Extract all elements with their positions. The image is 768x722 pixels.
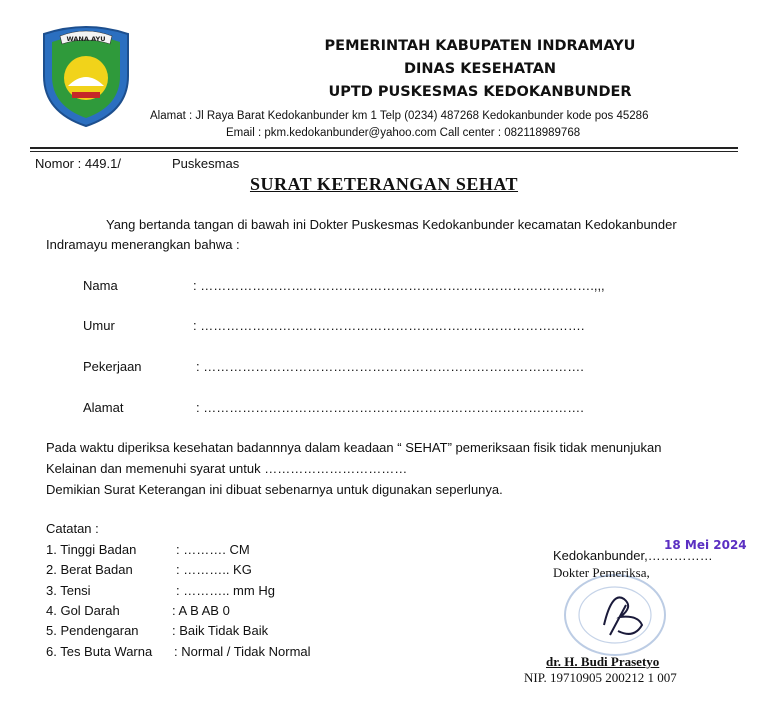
- intro-line-1: Yang bertanda tangan di bawah ini Dokter Puskesmas Kedokanbunder kecamatan Kedokanbunder: [106, 217, 677, 232]
- letterhead-contact: Email : pkm.kedokanbunder@yahoo.com Call center : 082118989768: [226, 127, 581, 139]
- catatan-value-tensi: : ……….. mm Hg: [176, 583, 275, 598]
- letterhead-address: Alamat : Jl Raya Barat Kedokanbunder km 1 Telp (0234) 487268 Kedokanbunder kode pos 45286: [150, 110, 649, 122]
- letterhead-line2: DINAS KESEHATAN: [403, 61, 557, 77]
- signature-nip: NIP. 19710905 200212 1 007: [524, 670, 677, 685]
- catatan-label-tensi: 3. Tensi: [46, 583, 91, 598]
- field-value-alamat: : …………………………………………………………………………….: [196, 400, 584, 415]
- field-label-alamat: Alamat: [83, 400, 124, 415]
- field-label-pekerjaan: Pekerjaan: [83, 359, 142, 374]
- statement-line-1: Pada waktu diperiksa kesehatan badannnya dalam keadaan “ SEHAT” pemeriksaan fisik tidak menunjukan: [46, 440, 662, 455]
- catatan-label-gol-darah: 4. Gol Darah: [46, 603, 120, 618]
- field-value-nama: : ……………………………………………………………………………….,,,: [193, 278, 605, 293]
- letterhead-line3: UPTD PUSKESMAS KEDOKANBUNDER: [328, 84, 632, 100]
- header-divider-thick: [30, 147, 738, 149]
- catatan-label-tinggi: 1. Tinggi Badan: [46, 542, 137, 557]
- letterhead-line1: PEMERINTAH KABUPATEN INDRAMAYU: [324, 38, 636, 54]
- signature-name: dr. H. Budi Prasetyo: [546, 654, 660, 669]
- handwritten-signature: [590, 585, 660, 645]
- catatan-value-buta-warna: : Normal / Tidak Normal: [174, 644, 311, 659]
- catatan-label-buta-warna: 6. Tes Buta Warna: [46, 644, 153, 659]
- signature-role: Dokter Pemeriksa,: [553, 565, 650, 580]
- nomor-label: Nomor : 449.1/: [35, 156, 121, 171]
- document-title: SURAT KETERANGAN SEHAT: [249, 174, 519, 194]
- district-logo: [36, 20, 136, 128]
- nomor-suffix: Puskesmas: [172, 156, 240, 171]
- catatan-value-tinggi: : ………. CM: [176, 542, 250, 557]
- signature-place: Kedokanbunder,……………: [553, 548, 713, 563]
- date-stamp: 18 Mei 2024: [664, 538, 747, 552]
- catatan-heading: Catatan :: [46, 521, 99, 536]
- statement-line-2: Kelainan dan memenuhi syarat untuk ……………………………: [46, 461, 408, 476]
- catatan-value-berat: : ……….. KG: [176, 562, 252, 577]
- svg-text:WANA AYU: WANA AYU: [66, 35, 106, 43]
- catatan-value-gol-darah: : A B AB 0: [172, 603, 230, 618]
- field-label-nama: Nama: [83, 278, 118, 293]
- intro-line-2: Indramayu menerangkan bahwa :: [46, 237, 240, 252]
- field-value-pekerjaan: : …………………………………………………………………………….: [196, 359, 584, 374]
- field-label-umur: Umur: [83, 318, 115, 333]
- statement-line-3: Demikian Surat Keterangan ini dibuat sebenarnya untuk digunakan seperlunya.: [46, 482, 503, 497]
- catatan-value-pendengaran: : Baik Tidak Baik: [172, 623, 269, 638]
- catatan-label-berat: 2. Berat Badan: [46, 562, 133, 577]
- field-value-umur: : ……………………………………………………………………….…….: [193, 318, 585, 333]
- catatan-label-pendengaran: 5. Pendengaran: [46, 623, 139, 638]
- header-divider-thin: [30, 151, 738, 152]
